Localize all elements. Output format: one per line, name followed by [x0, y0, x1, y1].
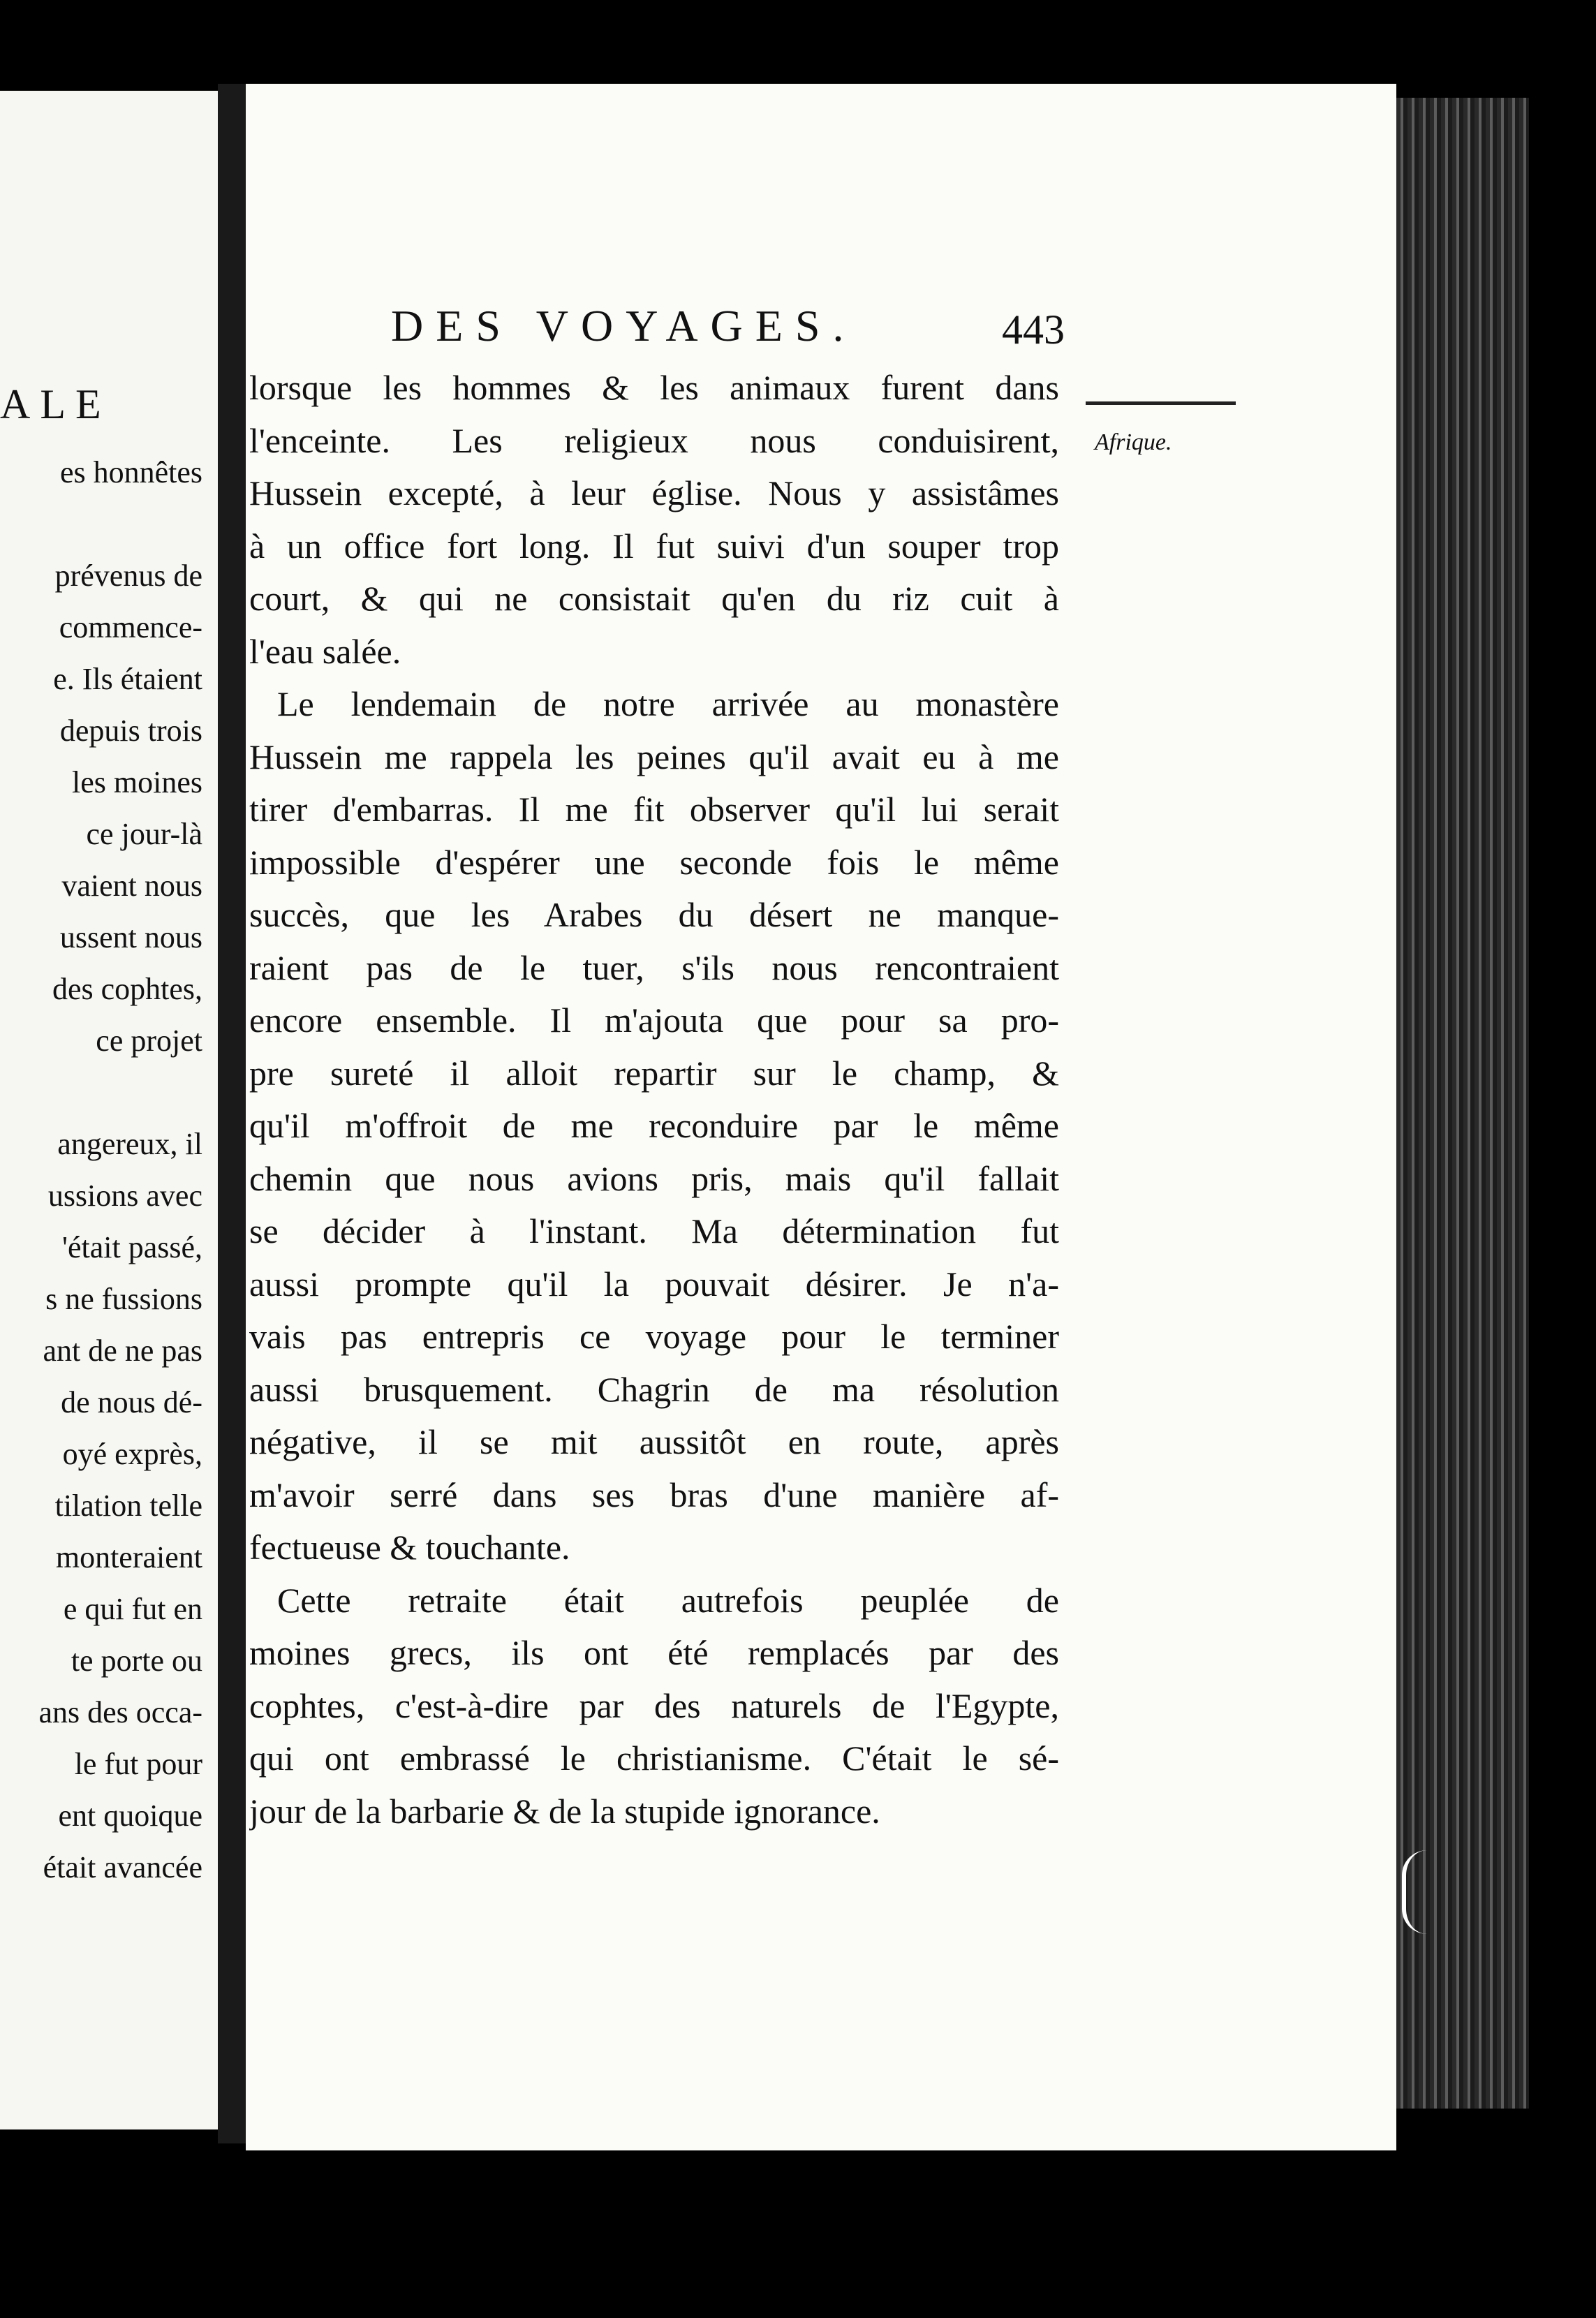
facing-page-line: ussions avec — [47, 1179, 202, 1213]
facing-page-line: ent quoique — [58, 1799, 202, 1833]
facing-page-line: des cophtes, — [52, 972, 202, 1006]
running-head: DES VOYAGES. — [391, 301, 857, 350]
facing-page-line: s ne fussions — [45, 1282, 202, 1316]
text-line: Le lendemain de notre arrivée au monastère — [277, 684, 1059, 723]
facing-page-line: ce jour-là — [86, 817, 202, 851]
margin-rule — [1086, 401, 1236, 405]
text-line: l'eau salée. — [249, 631, 401, 671]
text-line: chemin que nous avions pris, mais qu'il fallait — [249, 1158, 1059, 1198]
text-line: qui ont embrassé le christianisme. C'était le sé- — [249, 1738, 1059, 1778]
text-line: lorsque les hommes & les animaux furent dans — [249, 368, 1059, 407]
page-number: 443 — [1002, 307, 1065, 353]
facing-page-line: ussent nous — [59, 920, 202, 954]
text-line: m'avoir serré dans ses bras d'une manière af- — [249, 1475, 1059, 1514]
paragraph — [249, 1574, 1059, 1838]
text-line: moines grecs, ils ont été remplacés par des — [249, 1633, 1059, 1672]
page-edge-mark — [1402, 1850, 1427, 1934]
text-line: court, & qui ne consistait qu'en du riz cuit à — [249, 579, 1059, 618]
facing-page-line: de nous dé- — [61, 1385, 202, 1419]
text-line: tirer d'embarras. Il me fit observer qu'il lui serait — [249, 790, 1059, 829]
facing-page-line: était avancée — [43, 1850, 202, 1884]
facing-page-line: vaient nous — [61, 869, 202, 903]
text-line: Hussein me rappela les peines qu'il avait eu à me — [249, 737, 1059, 776]
text-line: pre sureté il alloit repartir sur le champ, & — [249, 1053, 1059, 1093]
text-line: se décider à l'instant. Ma détermination fut — [249, 1211, 1059, 1250]
facing-page-line: prévenus de — [54, 559, 202, 593]
text-line: succès, que les Arabes du désert ne manque- — [249, 895, 1059, 934]
book-gutter — [218, 84, 246, 2143]
text-line: négative, il se mit aussitôt en route, après — [249, 1422, 1059, 1461]
text-line: aussi brusquement. Chagrin de ma résolution — [249, 1369, 1059, 1409]
facing-page-line: ant de ne pas — [43, 1334, 202, 1368]
paragraph — [249, 362, 1059, 678]
facing-page-line: es honnêtes — [59, 455, 202, 489]
text-line: aussi prompte qu'il la pouvait désirer. Je n'a- — [249, 1264, 1059, 1304]
text-line: fectueuse & touchante. — [249, 1528, 570, 1567]
facing-page-line: commence- — [59, 610, 202, 644]
text-line: jour de la barbarie & de la stupide ignorance. — [249, 1791, 880, 1831]
facing-page-line: e qui fut en — [63, 1592, 202, 1626]
text-line: Cette retraite était autrefois peuplée de — [277, 1580, 1059, 1620]
facing-page-line: angereux, il — [57, 1127, 202, 1161]
facing-page-line: 'était passé, — [62, 1230, 202, 1264]
facing-page-line — [0, 499, 202, 550]
facing-page-line: les moines — [72, 765, 202, 799]
facing-page-line: le fut pour — [74, 1747, 202, 1781]
text-line: impossible d'espérer une seconde fois le même — [249, 842, 1059, 882]
facing-page-line: ce projet — [96, 1024, 202, 1058]
facing-page-line: monteraient — [55, 1540, 202, 1574]
facing-page-line: te porte ou — [71, 1644, 202, 1678]
paragraph — [249, 678, 1059, 1574]
facing-page-line: depuis trois — [59, 714, 202, 748]
text-line: qu'il m'offroit de me reconduire par le même — [249, 1106, 1059, 1145]
text-line: encore ensemble. Il m'ajouta que pour sa pro- — [249, 1001, 1059, 1040]
facing-page-text — [0, 447, 202, 1893]
facing-page-line: ans des occa- — [38, 1695, 202, 1729]
facing-page-line: oyé exprès, — [62, 1437, 202, 1471]
text-line: raient pas de le tuer, s'ils nous rencontraient — [249, 947, 1059, 987]
margin-note: Afrique. — [1095, 429, 1172, 455]
facing-page-line: tilation telle — [54, 1489, 202, 1523]
facing-page-line: e. Ils étaient — [53, 662, 202, 696]
text-line: l'enceinte. Les religieux nous conduisirent, — [249, 420, 1059, 460]
text-line: vais pas entrepris ce voyage pour le terminer — [249, 1317, 1059, 1356]
body-text — [249, 362, 1059, 1838]
page-edges — [1396, 98, 1529, 2109]
facing-page-running-head: ALE — [0, 381, 111, 427]
text-line: à un office fort long. Il fut suivi d'un souper trop — [249, 526, 1059, 566]
text-line: cophtes, c'est-à-dire par des naturels de l'Egypte, — [249, 1685, 1059, 1725]
text-line: Hussein excepté, à leur église. Nous y assistâmes — [249, 473, 1059, 512]
facing-page — [0, 91, 218, 2129]
page-header — [391, 300, 1089, 363]
facing-page-line — [0, 1067, 202, 1119]
